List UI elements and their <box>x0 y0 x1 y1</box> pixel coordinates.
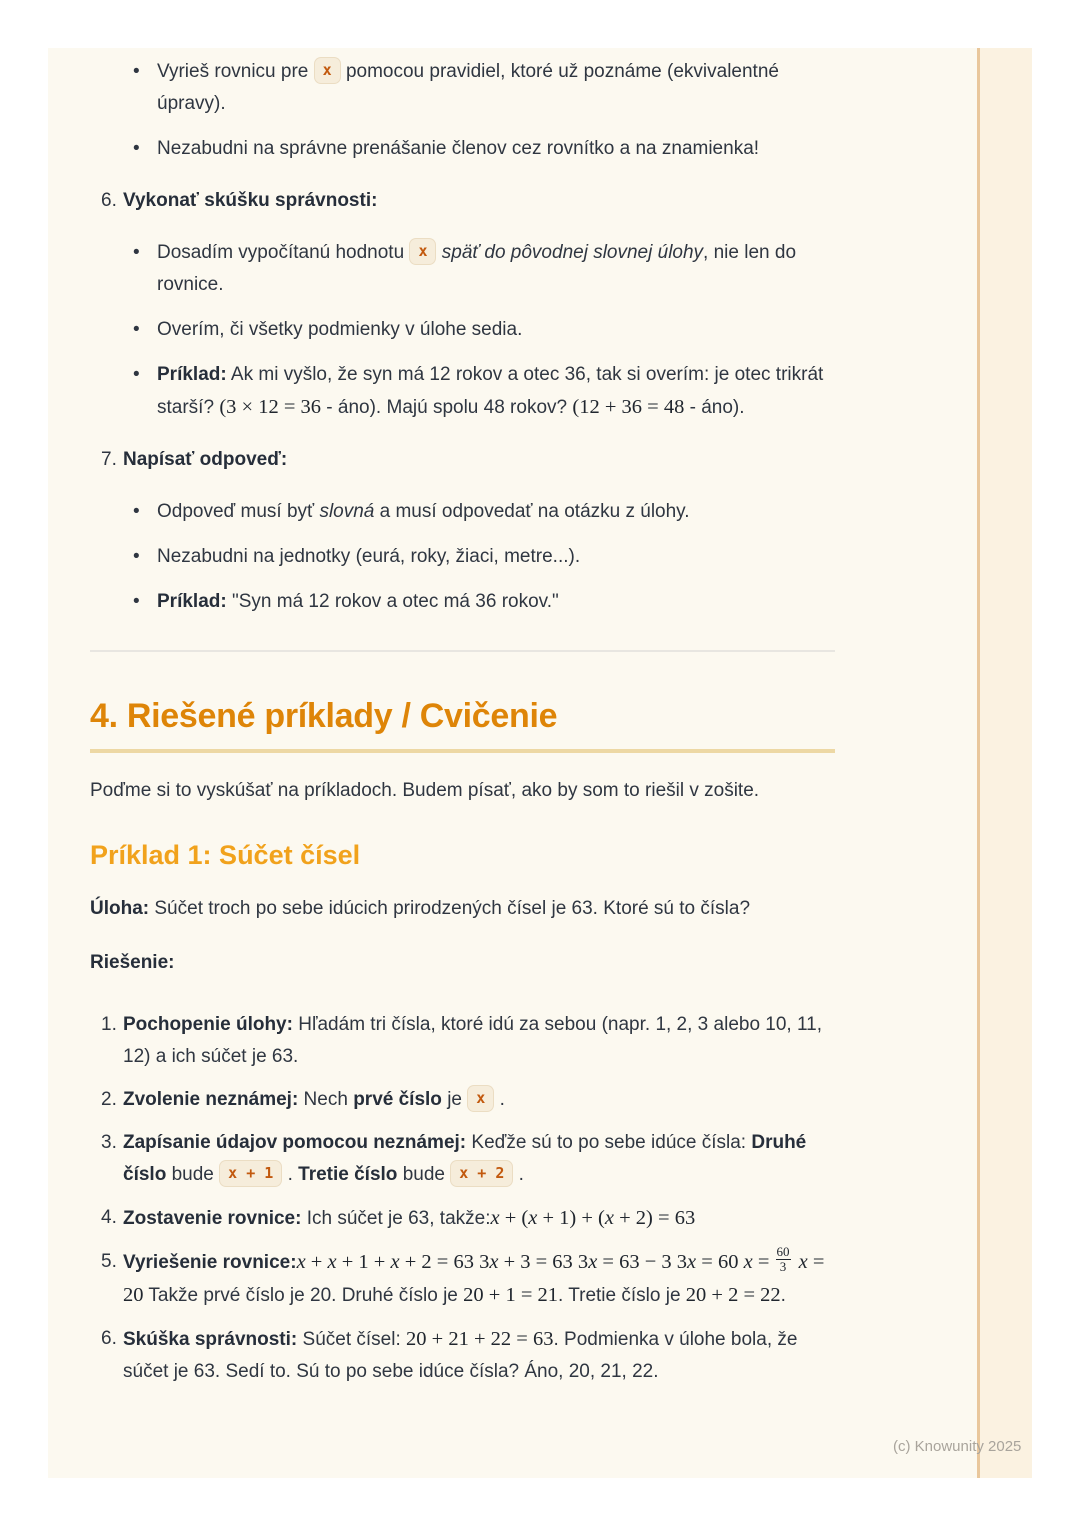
text-segment: . <box>513 1164 524 1185</box>
item-number: 3. <box>101 1132 117 1153</box>
document-page <box>48 48 978 1478</box>
text-segment: Poďme si to vyskúšať na príkladoch. Budem písať, ako by som to riešil v zošite. <box>90 780 760 801</box>
item-text <box>123 190 377 211</box>
inline-code-chip: x + 1 <box>219 1160 282 1187</box>
text-segment: "Syn má 12 rokov a otec má 36 rokov." <box>226 591 559 612</box>
text-segment: 20 + 1 = 21 <box>463 1284 559 1306</box>
item-text <box>123 449 287 470</box>
item-text <box>157 61 779 114</box>
text-segment: Tretie číslo <box>298 1164 398 1185</box>
text-segment: Nech <box>298 1089 354 1110</box>
item-text <box>123 1329 797 1382</box>
text-segment: 4. Riešené príklady / Cvičenie <box>90 697 558 735</box>
fraction-numerator: 60 <box>776 1243 790 1259</box>
bullet-icon: • <box>133 242 140 263</box>
bullet-icon: • <box>133 546 140 567</box>
text-segment: Nezabudni na správne prenášanie členov cez rovnítko a na znamienka! <box>157 138 760 159</box>
text-segment: . <box>780 1285 786 1306</box>
section-divider <box>90 650 835 652</box>
subsection-heading <box>90 839 835 871</box>
bullet-item <box>90 359 835 424</box>
text-segment: Príklad: <box>157 364 227 385</box>
numbered-item <box>90 185 835 217</box>
item-number: 2. <box>101 1089 117 1110</box>
bullet-icon: • <box>133 61 140 82</box>
text-segment: 20 + 2 = 22 <box>685 1284 781 1306</box>
text-segment: Súčet troch po sebe idúcich prirodzených čísel je 63. Ktoré sú to čísla? <box>149 898 751 919</box>
numbered-list <box>90 1009 835 1388</box>
item-text <box>123 1132 806 1185</box>
text-segment: Ich súčet je 63, takže: <box>301 1208 491 1229</box>
text-segment: Zostavenie rovnice: <box>123 1208 302 1229</box>
text-segment: pomocou pravidiel, ktoré už poznáme (ekvivalentné úpravy). <box>157 61 779 114</box>
copyright-watermark: (c) Knowunity 2025 <box>893 1438 1022 1455</box>
numbered-item <box>90 1323 835 1388</box>
text-segment: Ak mi vyšlo, že syn má 12 rokov a otec 36, tak si overím: je otec trikrát starší? <box>157 364 824 418</box>
numbered-item <box>90 1009 835 1073</box>
item-text <box>157 546 580 567</box>
item-text <box>123 1208 695 1229</box>
item-number: 7. <box>101 449 117 470</box>
text-segment: Hľadám tri čísla, ktoré idú za sebou (napr. 1, 2, 3 alebo 10, 11, 12) a ich súčet je 63. <box>123 1014 822 1067</box>
bullet-icon: • <box>133 591 140 612</box>
bullet-icon: • <box>133 138 140 159</box>
text-segment: Súčet čísel: <box>297 1329 407 1350</box>
item-text <box>123 1243 825 1306</box>
bullet-list <box>90 56 835 165</box>
bullet-list <box>90 237 835 424</box>
numbered-item <box>90 444 835 476</box>
text-segment: . <box>494 1089 505 1110</box>
text-segment: Overím, či všetky podmienky v úlohe sedia. <box>157 319 523 340</box>
inline-code-chip: x <box>467 1085 494 1112</box>
bullet-icon: • <box>133 364 140 385</box>
text-segment: (3 × 12 = 36 <box>219 396 322 418</box>
bullet-item <box>90 541 835 573</box>
text-segment: (12 + 36 = 48 <box>572 396 685 418</box>
text-segment: . Tretie číslo je <box>558 1285 686 1306</box>
item-number: 6. <box>101 190 117 211</box>
item-number: 4. <box>101 1207 117 1228</box>
item-number: 6. <box>101 1328 117 1349</box>
bullet-item <box>90 56 835 120</box>
bullet-item <box>90 237 835 301</box>
bullet-icon: • <box>133 501 140 522</box>
item-text <box>157 501 690 522</box>
numbered-item <box>90 1127 835 1191</box>
inline-code-chip: x <box>314 57 341 84</box>
text-segment: prvé číslo <box>353 1089 442 1110</box>
text-segment: Keďže sú to po sebe idúce čísla: <box>466 1132 752 1153</box>
text-segment: bude <box>397 1164 451 1185</box>
item-text <box>157 319 522 340</box>
numbered-item <box>90 1084 835 1116</box>
text-segment: - áno). Majú spolu 48 rokov? <box>321 397 573 418</box>
section-heading <box>90 696 835 753</box>
text-segment: 20 + 21 + 22 = 63 <box>406 1328 554 1350</box>
text-segment: x = 20 <box>123 1251 825 1306</box>
bullet-item <box>90 586 835 618</box>
text-segment: x + (x + 1) + (x + 2) = 63 <box>490 1207 696 1229</box>
item-text <box>123 1014 822 1067</box>
text-segment: Pochopenie úlohy: <box>123 1014 293 1035</box>
text-segment: Úloha: <box>90 898 150 919</box>
text-segment: Nezabudni na jednotky (eurá, roky, žiaci, metre...). <box>157 546 581 567</box>
text-segment: je <box>441 1089 468 1110</box>
bullet-list <box>90 496 835 618</box>
text-segment: Dosadím vypočítanú hodnotu <box>157 242 410 263</box>
text-segment: Riešenie: <box>90 952 175 973</box>
item-number: 5. <box>101 1251 117 1272</box>
text-segment: Príklad 1: Súčet čísel <box>90 840 361 870</box>
inline-code-chip: x + 2 <box>450 1160 513 1187</box>
text-segment: x + x + 1 + x + 2 = 63 3x + 3 = 63 3x = 63 − 3 3x = 60 x = <box>296 1251 775 1273</box>
document-content <box>48 48 978 1388</box>
bullet-item <box>90 133 835 165</box>
page-edge-strip <box>977 48 1032 1478</box>
item-text <box>157 364 823 418</box>
text-segment: späť do pôvodnej slovnej úlohy <box>441 242 704 263</box>
text-segment: , nie len do rovnice. <box>157 242 797 295</box>
fraction-denominator: 3 <box>779 1259 787 1275</box>
math-fraction <box>776 1245 791 1276</box>
text-segment: Odpoveď musí byť <box>157 501 320 522</box>
text-segment: Zvolenie neznámej: <box>123 1089 299 1110</box>
text-segment: - áno). <box>684 397 745 418</box>
paragraph <box>90 775 835 807</box>
item-text <box>157 138 759 159</box>
text-segment: a musí odpovedať na otázku z úlohy. <box>374 501 690 522</box>
text-segment: Zapísanie údajov pomocou neznámej: <box>123 1132 467 1153</box>
text-segment: Vyriešenie rovnice: <box>123 1252 297 1273</box>
bullet-item <box>90 314 835 346</box>
bullet-item <box>90 496 835 528</box>
text-segment: Takže prvé číslo je 20. Druhé číslo je <box>143 1285 464 1306</box>
item-text <box>123 1089 505 1110</box>
paragraph <box>90 893 835 925</box>
numbered-item <box>90 1243 835 1312</box>
text-segment: Vyrieš rovnicu pre <box>157 61 314 82</box>
numbered-item <box>90 1202 835 1235</box>
text-segment: Napísať odpoveď: <box>123 449 288 470</box>
item-text <box>157 242 796 295</box>
text-segment: Príklad: <box>157 591 227 612</box>
text-segment: Vykonať skúšku správnosti: <box>123 190 378 211</box>
text-segment: slovná <box>319 501 375 522</box>
item-text <box>157 591 559 612</box>
item-number: 1. <box>101 1014 117 1035</box>
text-segment: . Podmienka v úlohe bola, že súčet je 63. Sedí to. Sú to po sebe idúce čísla? Áno, 20, 21, 22. <box>123 1329 798 1382</box>
inline-code-chip: x <box>409 238 436 265</box>
bullet-icon: • <box>133 319 140 340</box>
paragraph <box>90 947 835 979</box>
text-segment: . <box>282 1164 299 1185</box>
text-segment: Druhé číslo <box>123 1132 807 1185</box>
text-segment: bude <box>166 1164 220 1185</box>
text-segment: Skúška správnosti: <box>123 1329 298 1350</box>
